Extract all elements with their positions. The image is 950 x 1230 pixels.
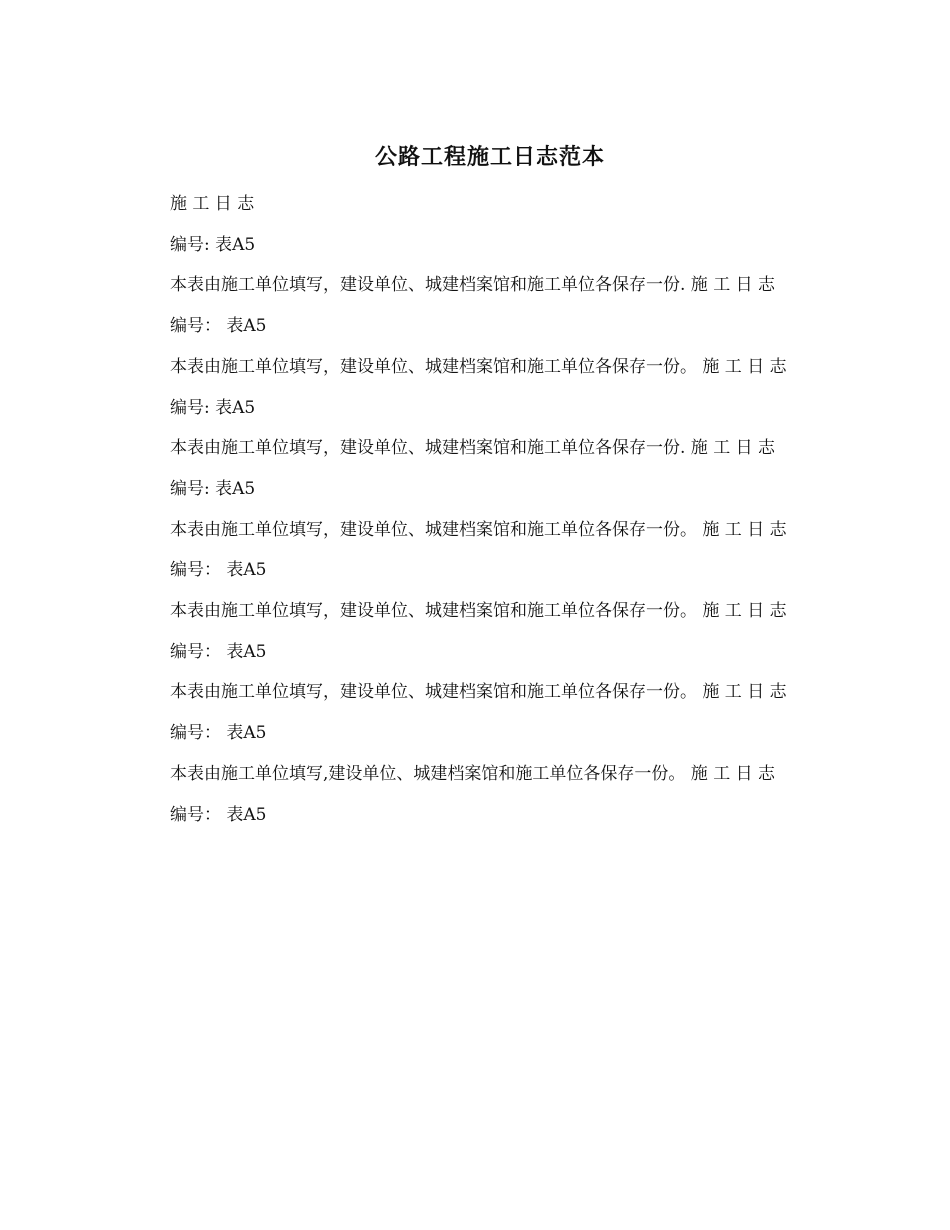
- paragraph: 编号： 表A5: [170, 316, 267, 337]
- paragraph: 本表由施工单位填写，建设单位、城建档案馆和施工单位各保存一份. 施 工 日 志: [170, 438, 776, 459]
- paragraph: 编号: 表A5: [170, 234, 256, 255]
- paragraph: 编号： 表A5: [170, 804, 267, 825]
- paragraph: 本表由施工单位填写，建设单位、城建档案馆和施工单位各保存一份。 施 工 日 志: [170, 601, 787, 622]
- paragraph: 本表由施工单位填写，建设单位、城建档案馆和施工单位各保存一份。 施 工 日 志: [170, 519, 787, 540]
- document-title: 公路工程施工日志范本: [374, 144, 605, 170]
- paragraph: 编号: 表A5: [170, 478, 256, 499]
- paragraph: 编号: 表A5: [170, 397, 256, 418]
- document-body: [140, 184, 810, 835]
- paragraph: 本表由施工单位填写，建设单位、城建档案馆和施工单位各保存一份. 施 工 日 志: [170, 275, 776, 296]
- paragraph: 编号： 表A5: [170, 641, 267, 662]
- paragraph: 施 工 日 志: [170, 194, 255, 214]
- paragraph: 编号： 表A5: [170, 723, 267, 744]
- paragraph: 编号： 表A5: [170, 560, 267, 581]
- paragraph: 本表由施工单位填写，建设单位、城建档案馆和施工单位各保存一份。 施 工 日 志: [170, 682, 787, 703]
- paragraph: 本表由施工单位填写，建设单位、城建档案馆和施工单位各保存一份。 施 工 日 志: [170, 356, 787, 377]
- paragraph: 本表由施工单位填写,建设单位、城建档案馆和施工单位各保存一份。 施 工 日 志: [170, 763, 776, 784]
